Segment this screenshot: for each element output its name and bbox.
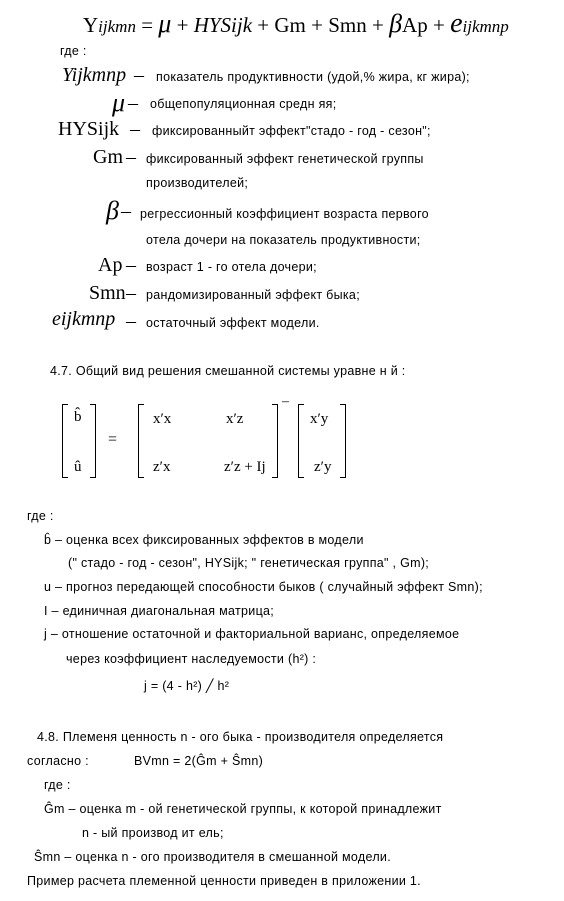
def-sym-smn: Smn [89, 282, 126, 304]
def-sym-ap: Ap [98, 254, 123, 276]
rhs-bracket-left [298, 404, 304, 478]
eq-Smn: Smn [328, 13, 367, 37]
eq-plus-1: + [176, 13, 189, 37]
where-label-3: где : [44, 778, 71, 792]
def3-gm: Ĝm – оценка m - ой генетической группы, к которой принадлежит [44, 802, 442, 816]
def2-I: I – единичная диагональная матрица; [44, 604, 275, 618]
def3-smn: Ŝmn – оценка n - ого производителя в смешанной модели. [34, 850, 391, 864]
eq-beta: β [389, 9, 403, 38]
def-sym-gm: Gm [93, 146, 123, 168]
rhs-bracket-right [340, 404, 346, 478]
rhs-r2: z′y [314, 459, 332, 475]
coef-a11: x′x [153, 411, 172, 427]
def-sym-beta: β [106, 196, 119, 225]
def-dash-9: – [126, 310, 136, 332]
eq-HYSijk: HYSijk [193, 13, 253, 37]
inverse-superscript: – [282, 394, 289, 409]
def-dash-7: – [126, 254, 136, 276]
eq-Y-subscript: ijkmn [98, 17, 136, 36]
eq-e: e [450, 8, 463, 39]
eq-Y: Y [83, 13, 99, 37]
eq-Ap: Ap [402, 13, 428, 37]
def2-j-formula: j = (4 - h²) ╱ h² [144, 679, 230, 693]
def-text-7: возраст 1 - го отела дочери; [146, 260, 317, 274]
def2-j-cont: через коэффициент наследуемости (h²) : [66, 652, 317, 666]
def-dash-0: – [134, 64, 144, 86]
rhs-r1: x′y [310, 411, 329, 427]
def-dash-1: – [128, 92, 138, 114]
section-4-8-heading: 4.8. Племеня ценность n - ого быка - производителя определяется [37, 730, 444, 744]
def-text-1: общепопуляционная средн яя; [150, 97, 337, 111]
coef-bracket-left [138, 404, 144, 478]
def2-b-hat: b̂ – оценка всех фиксированных эффектов в модели [44, 533, 364, 547]
def-text-3: фиксированный эффект генетической группы [146, 152, 424, 166]
def-text-5b: отела дочери на показатель продуктивности; [146, 233, 421, 247]
model-equation [83, 8, 509, 40]
def2-b-hat-cont: (" стадо - год - сезон", HYSijk; " генетическая группа" , Gm); [68, 556, 430, 570]
def-text-2: фиксированныйт эффект"стадо - год - сезон"; [152, 124, 431, 138]
coef-a22: z′z + Ij [224, 459, 266, 475]
where-label-2: где : [27, 509, 54, 523]
eq-plus-4: + [372, 13, 384, 37]
matrix-equals: = [108, 431, 118, 448]
def-dash-5: – [121, 200, 131, 222]
eq-plus-2: + [257, 13, 270, 37]
section-4-7-heading: 4.7. Общий вид решения смешанной системы уравне н й : [50, 364, 406, 378]
def-sym-eijkmnp: eijkmnp [52, 308, 116, 330]
section-4-8-according: согласно : [27, 754, 89, 768]
def-text-9: остаточный эффект модели. [146, 316, 320, 330]
lhs-b-hat: b̂ [74, 409, 82, 425]
def-sym-yijkmnp: Yijkmnp [62, 64, 127, 86]
def2-j: j – отношение остаточной и факториальной варианс, определяемое [44, 627, 460, 641]
coef-a12: x′z [226, 411, 244, 427]
eq-equals: = [141, 13, 154, 37]
eq-mu: μ [158, 9, 172, 38]
def-text-0: показатель продуктивности (удой,% жира, кг жира); [156, 70, 470, 84]
def-dash-3: – [126, 146, 136, 168]
coef-a21: z′x [153, 459, 171, 475]
lhs-bracket-left [62, 404, 68, 478]
def-sym-hysijk: HYSijk [58, 118, 120, 140]
def2-u: u – прогноз передающей способности быков ( случайный эффект Smn); [44, 580, 483, 594]
final-note: Пример расчета племенной ценности приведен в приложении 1. [27, 874, 421, 888]
lhs-u-hat: û [74, 459, 82, 475]
def3-gm-cont: n - ый производ ит ель; [82, 826, 224, 840]
eq-plus-5: + [432, 13, 445, 37]
eq-Gm: Gm [274, 13, 306, 37]
bv-formula: BVmn = 2(Ĝm + Ŝmn) [134, 754, 264, 768]
def-dash-8: – [126, 282, 136, 304]
eq-e-subscript: ijkmnp [462, 17, 509, 36]
lhs-bracket-right [90, 404, 96, 478]
coef-bracket-right [272, 404, 278, 478]
def-text-8: рандомизированный эффект быка; [146, 288, 360, 302]
where-label-1: где : [60, 44, 87, 58]
def-sym-mu: μ [112, 88, 126, 117]
def-text-3b: производителей; [146, 176, 249, 190]
def-text-5: регрессионный коэффициент возраста первого [140, 207, 429, 221]
def-dash-2: – [130, 118, 140, 140]
eq-plus-3: + [311, 13, 323, 37]
